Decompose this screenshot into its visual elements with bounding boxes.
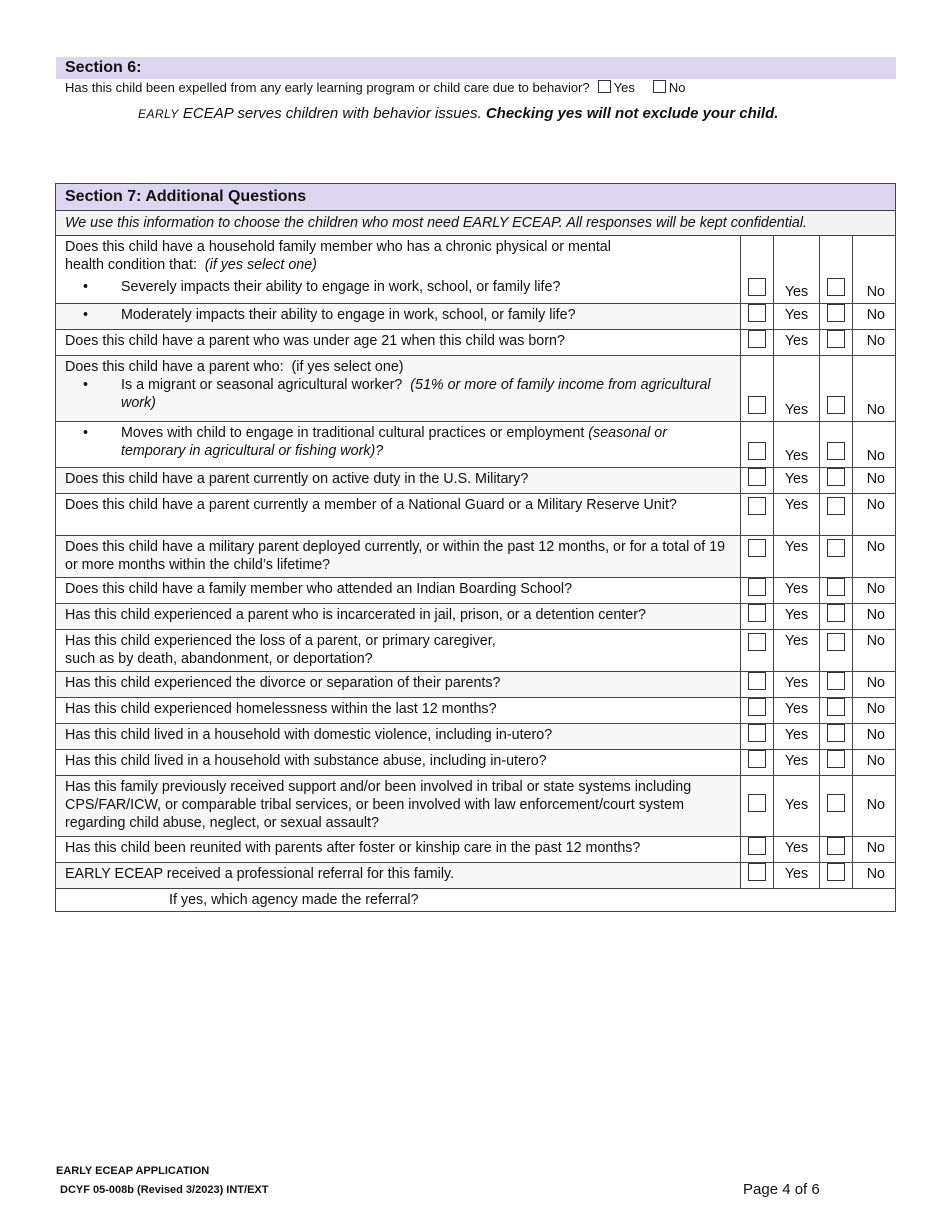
q-parent-hint: (if yes select one) xyxy=(291,359,404,375)
q-guard-no-checkbox[interactable] xyxy=(827,497,845,515)
q-referral-agency[interactable]: If yes, which agency made the referral? xyxy=(56,889,896,912)
section6-question xyxy=(65,80,685,95)
q-moves: • Moves with child to engage in traditional cultural practices or employment (seasonal or temporary in agricultural or fishing work)? xyxy=(56,422,741,468)
section7-table: Section 7: Additional Questions We use this information to choose the children who most need EARLY ECEAP. All responses will be kept confidential. Does this child have a household family member who has a chronic physical or mental health condition that: (if yes select one) • Severely impacts their ability to engage in work, school, or family life? Yes No • Moderately impacts their ability to engage in work, school, or family life? Yes No Does this child have a parent who was under age 21 when this child was born? Yes No Does this child have a parent who: (if yes select one) • Is a migrant or seasonal agricultural worker? (51% or more of family income from agricultural work) Yes No • Moves with child to engage in traditional cultural practices or employment (seasonal or temporary in agricultural or fishing work)? Yes No Does this child have a parent currently on active duty in the U.S. Military? Yes No Does this child have a parent currently a member of a National Guard or a Military Reserve Unit? Yes No Does this child have a military parent deployed currently, or within the past 12 months, or for a total of 19 or more months within the child’s lifetime? Yes No Does this child have a family member who attended an Indian Boarding School? Yes No Has this child experienced a parent who is incarcerated in jail, prison, or a detention center? Yes No Has this child experienced the loss of a parent, or primary caregiver, such as by death, abandonment, or deportation? Yes No Has this child experienced the divorce or separation of their parents? Yes No Has this child experienced homelessness within the last 12 months? Yes No Has this child lived in a household with domestic violence, including in-utero? Yes No Has this child lived in a household with substance abuse, including in-utero? Yes No Has this family previously received support and/or been involved in tribal or state systems including CPS/FAR/ICW, or comparable tribal services, or been involved with law enforcement/court system regarding child abuse, neglect, or sexual assault? Yes No Has this child been reunited with parents after foster or kinship care in the past 12 months? Yes No EARLY ECEAP received a professional referral for this family. Yes No If yes, which agency made the referral? xyxy=(55,183,896,912)
q-moves-no-checkbox[interactable] xyxy=(827,442,845,460)
q-health-severe-no-checkbox[interactable] xyxy=(827,278,845,296)
q-homeless-yes-checkbox[interactable] xyxy=(748,698,766,716)
q-loss xyxy=(56,630,741,672)
section7-intro: We use this information to choose the children who most need EARLY ECEAP. All responses will be kept confidential. xyxy=(56,211,896,236)
q-loss-line1: Has this child experienced the loss of a parent, or primary caregiver, xyxy=(65,633,496,649)
no-label: No xyxy=(853,776,896,837)
q-divorce-yes-checkbox[interactable] xyxy=(748,672,766,690)
q-divorce: Has this child experienced the divorce or separation of their parents? xyxy=(56,672,741,698)
q-migrant: Does this child have a parent who: (if yes select one) • Is a migrant or seasonal agricultural worker? (51% or more of family income from agricultural work) xyxy=(56,356,741,422)
note-italic: ECEAP serves children with behavior issues. xyxy=(182,105,482,122)
no-label: No xyxy=(853,578,896,604)
q-moves-yes-checkbox[interactable] xyxy=(748,442,766,460)
yes-label: Yes xyxy=(774,236,820,304)
yes-label: Yes xyxy=(774,672,820,698)
q-health-moderate-no-checkbox[interactable] xyxy=(827,304,845,322)
yes-label: Yes xyxy=(774,698,820,724)
expelled-yes-checkbox[interactable] xyxy=(598,80,611,93)
q-cps-no-checkbox[interactable] xyxy=(827,794,845,812)
q-moves-hint: (seasonal or temporary in agricultural or fishing work)? xyxy=(121,425,667,459)
q-health-line2: health condition that: xyxy=(65,257,197,273)
q-health-line1: Does this child have a household family member who has a chronic physical or mental xyxy=(65,239,611,255)
q-incarcerated-no-checkbox[interactable] xyxy=(827,604,845,622)
section7-title: Section 7: Additional Questions xyxy=(56,184,896,211)
yes-label: Yes xyxy=(774,724,820,750)
yes-label: Yes xyxy=(774,468,820,494)
expelled-no-label: No xyxy=(668,80,686,95)
expelled-question-text: Has this child been expelled from any early learning program or child care due to behavior? xyxy=(65,80,590,95)
q-under21-yes-checkbox[interactable] xyxy=(748,330,766,348)
q-active-duty-no-checkbox[interactable] xyxy=(827,468,845,486)
q-reunited-no-checkbox[interactable] xyxy=(827,837,845,855)
q-dv-yes-checkbox[interactable] xyxy=(748,724,766,742)
q-health: Does this child have a household family member who has a chronic physical or mental health condition that: (if yes select one) • Severely impacts their ability to engage in work, school, or family life? xyxy=(56,236,741,304)
no-label: No xyxy=(853,536,896,578)
no-label: No xyxy=(853,356,896,422)
yes-label: Yes xyxy=(774,304,820,330)
q-substance: Has this child lived in a household with substance abuse, including in-utero? xyxy=(56,750,741,776)
q-health-moderate-yes-checkbox[interactable] xyxy=(748,304,766,322)
yes-label: Yes xyxy=(774,837,820,863)
expelled-yes-label: Yes xyxy=(613,80,635,95)
q-active-duty: Does this child have a parent currently on active duty in the U.S. Military? xyxy=(56,468,741,494)
q-boarding-no-checkbox[interactable] xyxy=(827,578,845,596)
section6-note xyxy=(138,105,778,122)
q-referral-yes-checkbox[interactable] xyxy=(748,863,766,881)
q-incarcerated-yes-checkbox[interactable] xyxy=(748,604,766,622)
yes-label: Yes xyxy=(774,422,820,468)
no-label: No xyxy=(853,837,896,863)
q-reunited: Has this child been reunited with parents after foster or kinship care in the past 12 months? xyxy=(56,837,741,863)
yes-label: Yes xyxy=(774,494,820,536)
no-label: No xyxy=(853,304,896,330)
no-label: No xyxy=(853,494,896,536)
q-moves-text: Moves with child to engage in traditional cultural practices or employment xyxy=(121,425,585,441)
q-migrant-no-checkbox[interactable] xyxy=(827,396,845,414)
q-migrant-hint: (51% or more of family income from agricultural work) xyxy=(121,377,711,411)
yes-label: Yes xyxy=(774,863,820,889)
no-label: No xyxy=(853,468,896,494)
note-bold: Checking yes will not exclude your child. xyxy=(485,105,779,122)
q-loss-no-checkbox[interactable] xyxy=(827,633,845,651)
page-number: Page 4 of 6 xyxy=(743,1181,820,1198)
q-dv: Has this child lived in a household with domestic violence, including in-utero? xyxy=(56,724,741,750)
q-health-severe: Severely impacts their ability to engage in work, school, or family life? xyxy=(121,279,561,295)
yes-label: Yes xyxy=(774,536,820,578)
q-migrant-text: Is a migrant or seasonal agricultural worker? xyxy=(121,377,403,393)
q-referral: EARLY ECEAP received a professional referral for this family. xyxy=(56,863,741,889)
yes-label: Yes xyxy=(774,330,820,356)
no-label: No xyxy=(853,330,896,356)
q-under21-no-checkbox[interactable] xyxy=(827,330,845,348)
q-deployed: Does this child have a military parent deployed currently, or within the past 12 months, or for a total of 19 or more months within the child’s lifetime? xyxy=(56,536,741,578)
yes-label: Yes xyxy=(774,604,820,630)
yes-label: Yes xyxy=(774,578,820,604)
q-incarcerated: Has this child experienced a parent who is incarcerated in jail, prison, or a detention center? xyxy=(56,604,741,630)
q-dv-no-checkbox[interactable] xyxy=(827,724,845,742)
yes-label: Yes xyxy=(774,750,820,776)
no-label: No xyxy=(853,422,896,468)
footer-form-name: EARLY ECEAP APPLICATION xyxy=(56,1165,210,1177)
yes-label: Yes xyxy=(774,776,820,837)
q-guard-yes-checkbox[interactable] xyxy=(748,497,766,515)
q-referral-no-checkbox[interactable] xyxy=(827,863,845,881)
q-boarding-yes-checkbox[interactable] xyxy=(748,578,766,596)
q-health-severe-yes-checkbox[interactable] xyxy=(748,278,766,296)
no-label: No xyxy=(853,630,896,672)
q-deployed-no-checkbox[interactable] xyxy=(827,539,845,557)
q-active-duty-yes-checkbox[interactable] xyxy=(748,468,766,486)
q-loss-yes-checkbox[interactable] xyxy=(748,633,766,651)
q-boarding: Does this child have a family member who attended an Indian Boarding School? xyxy=(56,578,741,604)
yes-label: Yes xyxy=(774,356,820,422)
footer-form-number: DCYF 05-008b (Revised 3/2023) INT/EXT xyxy=(60,1184,269,1196)
q-divorce-no-checkbox[interactable] xyxy=(827,672,845,690)
no-label: No xyxy=(853,750,896,776)
no-label: No xyxy=(853,604,896,630)
yes-label: Yes xyxy=(774,630,820,672)
q-guard: Does this child have a parent currently a member of a National Guard or a Military Reserve Unit? xyxy=(56,494,741,536)
no-label: No xyxy=(853,863,896,889)
q-cps: Has this family previously received support and/or been involved in tribal or state systems including CPS/FAR/ICW, or comparable tribal services, or been involved with law enforcement/court system regarding child abuse, neglect, or sexual assault? xyxy=(56,776,741,837)
q-parent-who: Does this child have a parent who: xyxy=(65,359,284,375)
q-health-hint: (if yes select one) xyxy=(204,257,317,273)
section6-header-bar xyxy=(56,57,896,79)
q-under21: Does this child have a parent who was under age 21 when this child was born? xyxy=(56,330,741,356)
q-homeless: Has this child experienced homelessness within the last 12 months? xyxy=(56,698,741,724)
section6-title: Section 6: xyxy=(65,59,142,76)
no-label: No xyxy=(853,724,896,750)
q-cps-yes-checkbox[interactable] xyxy=(748,794,766,812)
no-label: No xyxy=(853,672,896,698)
no-label: No xyxy=(853,236,896,304)
q-loss-line2: such as by death, abandonment, or deportation? xyxy=(65,651,373,667)
q-deployed-yes-checkbox[interactable] xyxy=(748,539,766,557)
q-homeless-no-checkbox[interactable] xyxy=(827,698,845,716)
q-substance-yes-checkbox[interactable] xyxy=(748,750,766,768)
q-migrant-yes-checkbox[interactable] xyxy=(748,396,766,414)
q-substance-no-checkbox[interactable] xyxy=(827,750,845,768)
no-label: No xyxy=(853,698,896,724)
note-early: EARLY xyxy=(138,107,179,121)
q-health-moderate: Moderately impacts their ability to engage in work, school, or family life? xyxy=(121,307,576,323)
q-reunited-yes-checkbox[interactable] xyxy=(748,837,766,855)
expelled-no-checkbox[interactable] xyxy=(653,80,666,93)
